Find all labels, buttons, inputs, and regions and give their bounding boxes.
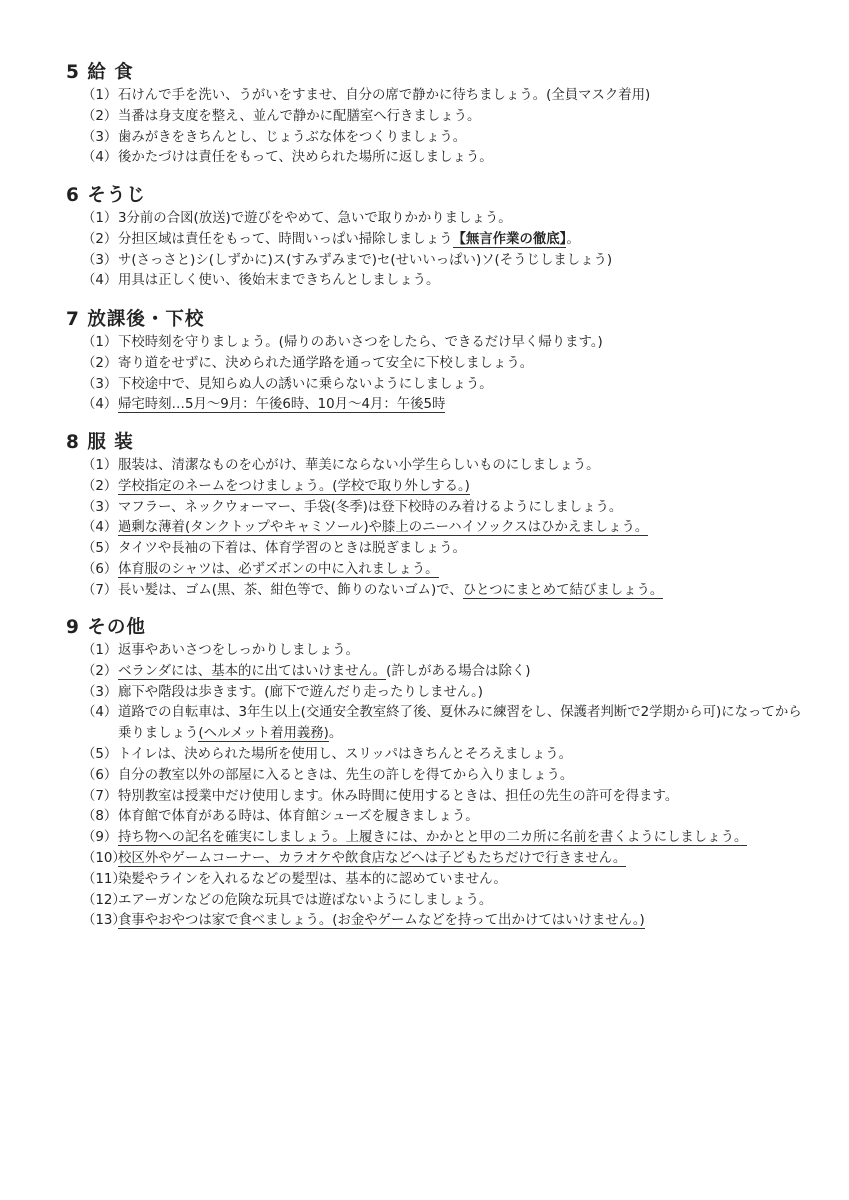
item-text: 返事やあいさつをしっかりしましょう。	[118, 643, 360, 658]
item-number: （5）	[82, 541, 118, 557]
section-cleaning	[66, 183, 806, 292]
list-item	[66, 641, 806, 662]
item-text: 特別教室は授業中だけ使用します。休み時間に使用するときは、担任の先生の許可を得ます。	[118, 788, 679, 804]
item-number: （7）	[82, 582, 118, 598]
item-number: （3）	[82, 499, 118, 515]
item-text: 長い髪は、ゴム(黒、茶、紺色等で、飾りのないゴム)で、	[118, 582, 463, 598]
item-number: （6）	[82, 561, 118, 577]
item-number: （3）	[82, 129, 118, 145]
item-text: 自分の教室以外の部屋に入るときは、先生の許しを得てから入りましょう。	[118, 767, 574, 783]
item-text: 寄り道をせずに、決められた通学路を通って安全に下校しましょう。	[118, 355, 534, 371]
section-heading: 6 そうじ	[66, 185, 146, 206]
item-number: （2）	[82, 355, 118, 371]
list-item	[66, 745, 806, 766]
underlined-text: 校区外やゲームコーナー、カラオケや飲食店などへは子どもたちだけで行きません。	[118, 850, 627, 866]
list-item	[66, 766, 806, 787]
item-number: （4）	[82, 397, 118, 413]
item-text: サ(さっさと)シ(しずかに)ス(すみずみまで)セ(せいいっぱい)ソ(そうじしましょう)	[118, 252, 613, 268]
item-number: （10）	[82, 850, 126, 866]
underlined-text: 過剰な薄着(タンクトップやキャミソール)や膝上のニーハイソックスはひかえましょう。	[118, 520, 649, 536]
item-number: （13）	[82, 913, 126, 929]
list-item	[66, 849, 806, 870]
list-item	[66, 251, 806, 272]
item-text: トイレは、決められた場所を使用し、スリッパはきちんとそろえましょう。	[118, 746, 573, 762]
item-text: 染髪やラインを入れるなどの髪型は、基本的に認めていません。	[118, 871, 507, 887]
list-item	[66, 148, 806, 169]
list-item	[66, 911, 806, 932]
underlined-text: ベランダには、基本的に出てはいけません。	[118, 663, 387, 679]
underlined-text: 食事やおやつは家で食べましょう。(お金やゲームなどを持って出かけてはいけません。)	[118, 913, 645, 929]
item-text: 3分前の合図(放送)で遊びをやめて、急いで取りかかりましょう。	[118, 211, 512, 226]
item-number: （2）	[82, 478, 118, 494]
item-text: (許しがある場合は除く)	[386, 663, 531, 679]
item-number: （4）	[82, 705, 118, 721]
list-item	[66, 333, 806, 354]
list-item	[66, 870, 806, 891]
item-text: 下校途中で、見知らぬ人の誘いに乗らないようにしましょう。	[118, 376, 493, 392]
item-text: 体育館で体育がある時は、体育館シューズを履きましょう。	[118, 809, 479, 825]
item-text: 下校時刻を守りましょう。(帰りのあいさつをしたら、できるだけ早く帰ります。)	[118, 335, 603, 350]
item-list	[66, 641, 806, 932]
item-number: （1）	[82, 458, 118, 473]
item-text: 廊下や階段は歩きます。(廊下で遊んだり走ったりしません。)	[118, 684, 484, 700]
list-item	[66, 891, 806, 912]
list-item	[66, 209, 806, 230]
section-heading: 7 放課後・下校	[66, 309, 205, 330]
list-item	[66, 230, 806, 251]
item-number: （6）	[82, 767, 118, 783]
item-number: （1）	[82, 211, 118, 226]
item-list	[66, 209, 806, 292]
list-item	[66, 683, 806, 704]
section-school-lunch	[66, 60, 806, 169]
item-number: （7）	[82, 788, 118, 804]
list-item	[66, 477, 806, 498]
section-heading: 8 服 装	[66, 432, 134, 453]
list-item	[66, 498, 806, 519]
underlined-text: 【無言作業の徹底】	[452, 231, 567, 247]
item-text: 服装は、清潔なものを心がけ、華美にならない小学生らしいものにしましょう。	[118, 458, 600, 473]
section-after-school	[66, 307, 806, 416]
item-text: 。	[328, 726, 343, 742]
item-number: （3）	[82, 252, 118, 268]
list-item	[66, 128, 806, 149]
list-item	[66, 271, 806, 292]
item-text: 当番は身支度を整え、並んで静かに配膳室へ行きましょう。	[118, 108, 481, 124]
list-item	[66, 86, 806, 107]
item-list	[66, 456, 806, 602]
item-number: （3）	[82, 684, 118, 700]
item-text: 石けんで手を洗い、うがいをすませ、自分の席で静かに待ちましょう。(全員マスク着用)	[118, 88, 651, 103]
item-number: （1）	[82, 335, 118, 350]
item-text: 道路での自転車は、3年生以上(交通安全教室終了後、夏休みに練習をし、保護者判断で2学期から可)になってから乗りましょう	[118, 705, 802, 742]
underlined-text: 体育服のシャツは、必ずズボンの中に入れましょう。	[118, 561, 439, 577]
item-text: 用具は正しく使い、後始末まできちんとしましょう。	[118, 273, 440, 289]
section-other	[66, 615, 806, 932]
item-text: 。	[566, 231, 580, 247]
item-number: （1）	[82, 88, 118, 103]
item-list	[66, 86, 806, 169]
list-item	[66, 456, 806, 477]
item-number: （4）	[82, 273, 118, 289]
list-item	[66, 354, 806, 375]
item-number: （11）	[82, 871, 126, 887]
item-number: （9）	[82, 830, 118, 846]
underlined-text: 学校指定のネームをつけましょう。(学校で取り外しする。)	[118, 478, 470, 494]
item-number: （8）	[82, 809, 118, 825]
list-item	[66, 787, 806, 808]
underlined-text: 持ち物への記名を確実にしましょう。上履きには、かかとと甲の二カ所に名前を書くようにしましょう。	[118, 830, 748, 846]
list-item	[66, 662, 806, 683]
item-text: タイツや長袖の下着は、体育学習のときは脱ぎましょう。	[118, 541, 466, 557]
item-number: （4）	[82, 150, 118, 166]
item-text: マフラー、ネックウォーマー、手袋(冬季)は登下校時のみ着けるようにしましょう。	[118, 499, 623, 515]
list-item	[66, 539, 806, 560]
item-number: （5）	[82, 746, 118, 762]
underlined-text: (ヘルメット着用義務)	[198, 726, 329, 742]
section-heading: 9 その他	[66, 617, 146, 638]
list-item	[66, 703, 806, 745]
item-number: （2）	[82, 663, 118, 679]
list-item	[66, 828, 806, 849]
list-item	[66, 560, 806, 581]
item-number: （4）	[82, 520, 118, 536]
item-text: エアーガンなどの危険な玩具では遊ばないようにしましょう。	[118, 892, 493, 908]
item-text: 後かたづけは責任をもって、決められた場所に返しましょう。	[118, 150, 493, 166]
item-list	[66, 333, 806, 416]
list-item	[66, 518, 806, 539]
list-item	[66, 395, 806, 416]
item-text: 歯みがきをきちんとし、じょうぶな体をつくりましょう。	[118, 129, 467, 145]
item-number: （3）	[82, 376, 118, 392]
list-item	[66, 375, 806, 396]
list-item	[66, 807, 806, 828]
list-item	[66, 581, 806, 602]
section-heading: 5 給 食	[66, 62, 134, 83]
item-number: （2）	[82, 231, 118, 247]
section-clothing	[66, 430, 806, 602]
list-item	[66, 107, 806, 128]
item-number: （2）	[82, 108, 118, 124]
underlined-text: 帰宅時刻…5月～9月：午後6時、10月～4月：午後5時	[118, 397, 446, 413]
item-number: （1）	[82, 643, 118, 658]
item-number: （12）	[82, 892, 126, 908]
item-text: 分担区域は責任をもって、時間いっぱい掃除しましょう	[118, 231, 453, 247]
underlined-text: ひとつにまとめて結びましょう。	[462, 582, 664, 598]
